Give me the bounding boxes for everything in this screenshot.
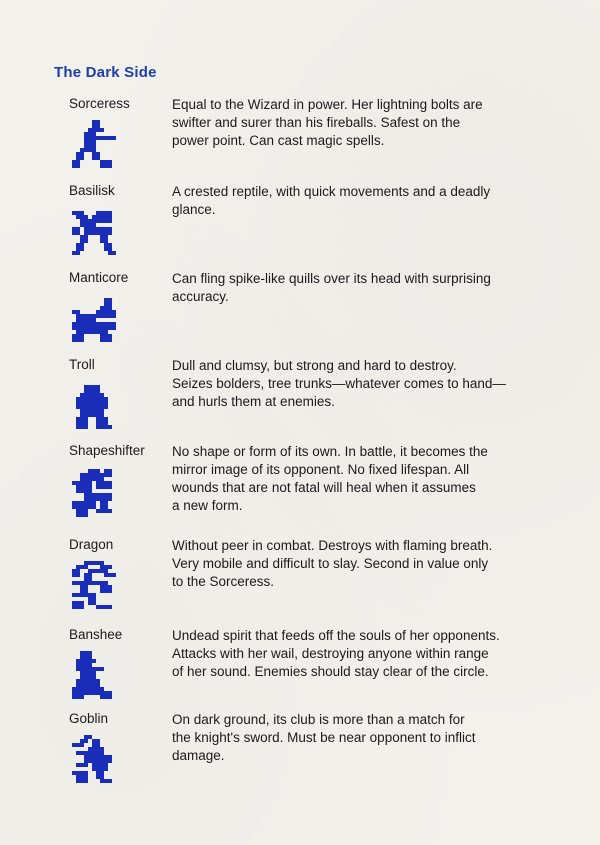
piece-description: Dull and clumsy, but strong and hard to destroy. Seizes bolders, tree trunks—whatever comes to hand— and hurls them at enemies. xyxy=(172,358,506,409)
piece-name: Dragon xyxy=(69,537,114,552)
troll-sprite-icon xyxy=(68,381,120,433)
piece-description: Without peer in combat. Destroys with flaming breath. Very mobile and difficult to slay. Second in value only to the Sorceress. xyxy=(172,538,493,589)
piece-description: Equal to the Wizard in power. Her lightning bolts are swifter and surer than his fireballs. Safest on the power point. Can cast magic spells. xyxy=(172,97,483,148)
piece-description: No shape or form of its own. In battle, it becomes the mirror image of its opponent. No fixed lifespan. All wounds that are not fatal will heal when it assumes a new form. xyxy=(172,444,488,513)
basilisk-sprite-icon xyxy=(68,207,120,259)
section-title: The Dark Side xyxy=(54,64,157,81)
goblin-sprite-icon xyxy=(68,735,120,787)
piece-name: Basilisk xyxy=(69,183,115,198)
piece-name: Sorceress xyxy=(69,96,130,111)
piece-name: Banshee xyxy=(69,627,123,642)
piece-name: Troll xyxy=(69,357,95,372)
piece-name: Manticore xyxy=(69,270,129,285)
shapeshifter-sprite-icon xyxy=(68,469,120,521)
sorceress-sprite-icon xyxy=(68,120,120,172)
dragon-sprite-icon xyxy=(68,561,120,613)
piece-description: On dark ground, its club is more than a match for the knight's sword. Must be near opponent to inflict damage. xyxy=(172,712,476,763)
banshee-sprite-icon xyxy=(68,651,120,703)
piece-name: Goblin xyxy=(69,711,109,726)
piece-description: Undead spirit that feeds off the souls of her opponents. Attacks with her wail, destroying anyone within range of her sound. Enemies should stay clear of the circle. xyxy=(172,628,500,679)
manticore-sprite-icon xyxy=(68,294,120,346)
piece-description: Can fling spike-like quills over its head with surprising accuracy. xyxy=(172,271,491,304)
piece-description: A crested reptile, with quick movements and a deadly glance. xyxy=(172,184,491,217)
piece-name: Shapeshifter xyxy=(69,443,145,458)
